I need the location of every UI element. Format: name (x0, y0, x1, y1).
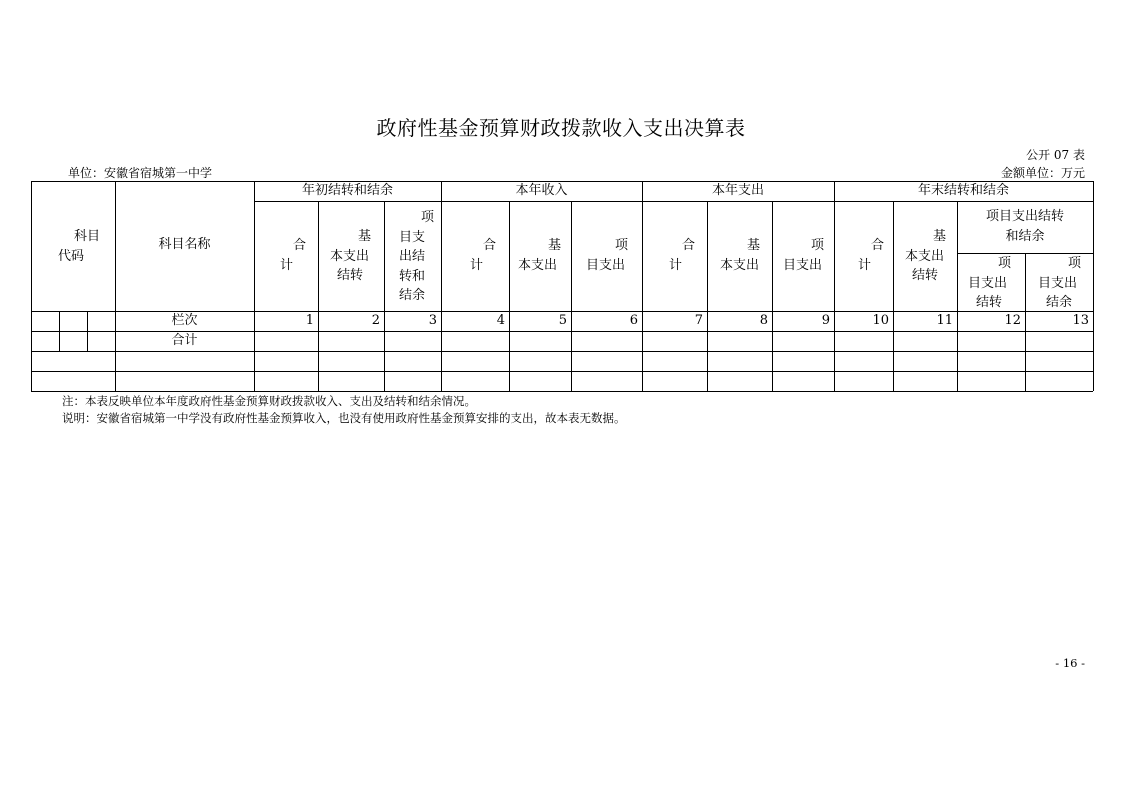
notes (62, 393, 626, 427)
header-basic-3: 基 本支出 (720, 238, 761, 273)
header-project-3: 项 目支出 (783, 238, 825, 273)
col-number: 1 (305, 313, 314, 328)
page-title: 政府性基金预算财政拨款收入支出决算表 (376, 116, 746, 140)
header-total-3: 合 计 (669, 238, 696, 273)
header-basic-2: 基 本支出 (518, 238, 562, 273)
col-number: 3 (428, 313, 437, 328)
form-number: 公开 07 表 (1026, 148, 1085, 162)
col-number: 2 (371, 313, 380, 328)
col-code-label-1: 科目 (74, 229, 101, 244)
header-project-2: 项 目支出 (586, 238, 629, 273)
col-number: 4 (496, 313, 505, 328)
col-number: 8 (759, 313, 768, 328)
header-project-group-4: 项目支出结转 和结余 (985, 209, 1064, 244)
header-project-carryover-4: 项 目支出 结转 (968, 256, 1012, 310)
col-number: 9 (821, 313, 830, 328)
group-header-opening: 年初结转和结余 (301, 183, 393, 198)
group-header-expense: 本年支出 (711, 183, 764, 198)
header-total-1: 合 计 (280, 238, 307, 273)
reporting-unit: 单位：安徽省宿城第一中学 (68, 166, 213, 180)
group-header-income: 本年收入 (515, 183, 568, 198)
header-basic-1: 基 本支出 结转 (330, 229, 372, 283)
col-number: 13 (1072, 313, 1089, 328)
header-basic-4: 基 本支出 结转 (905, 229, 947, 283)
group-header-closing: 年末结转和结余 (917, 183, 1009, 198)
col-name-header: 科目名称 (158, 237, 211, 252)
note-line: 注：本表反映单位本年度政府性基金预算财政拨款收入、支出及结转和结余情况。 (62, 394, 476, 408)
col-number: 12 (1004, 313, 1021, 328)
page-number: - 16 - (1055, 656, 1085, 670)
row-label-lanci: 栏次 (171, 313, 198, 328)
header-total-4: 合 计 (858, 238, 885, 273)
col-number: 6 (629, 313, 638, 328)
col-code-label-2: 代码 (58, 248, 85, 264)
col-number: 10 (872, 313, 889, 328)
col-number: 5 (558, 313, 567, 328)
row-label-total: 合计 (171, 333, 198, 348)
col-number: 11 (936, 313, 953, 328)
header-project-1: 项 目支 出结 转和 结余 (399, 210, 435, 303)
amount-unit: 金额单位：万元 (1000, 166, 1085, 180)
header-total-2: 合 计 (470, 238, 497, 273)
col-number: 7 (694, 313, 703, 328)
explanation-line: 说明：安徽省宿城第一中学没有政府性基金预算收入，也没有使用政府性基金预算安排的支出，故本表无数据。 (62, 411, 626, 425)
header-project-balance-4: 项 目支出 结余 (1038, 256, 1082, 310)
